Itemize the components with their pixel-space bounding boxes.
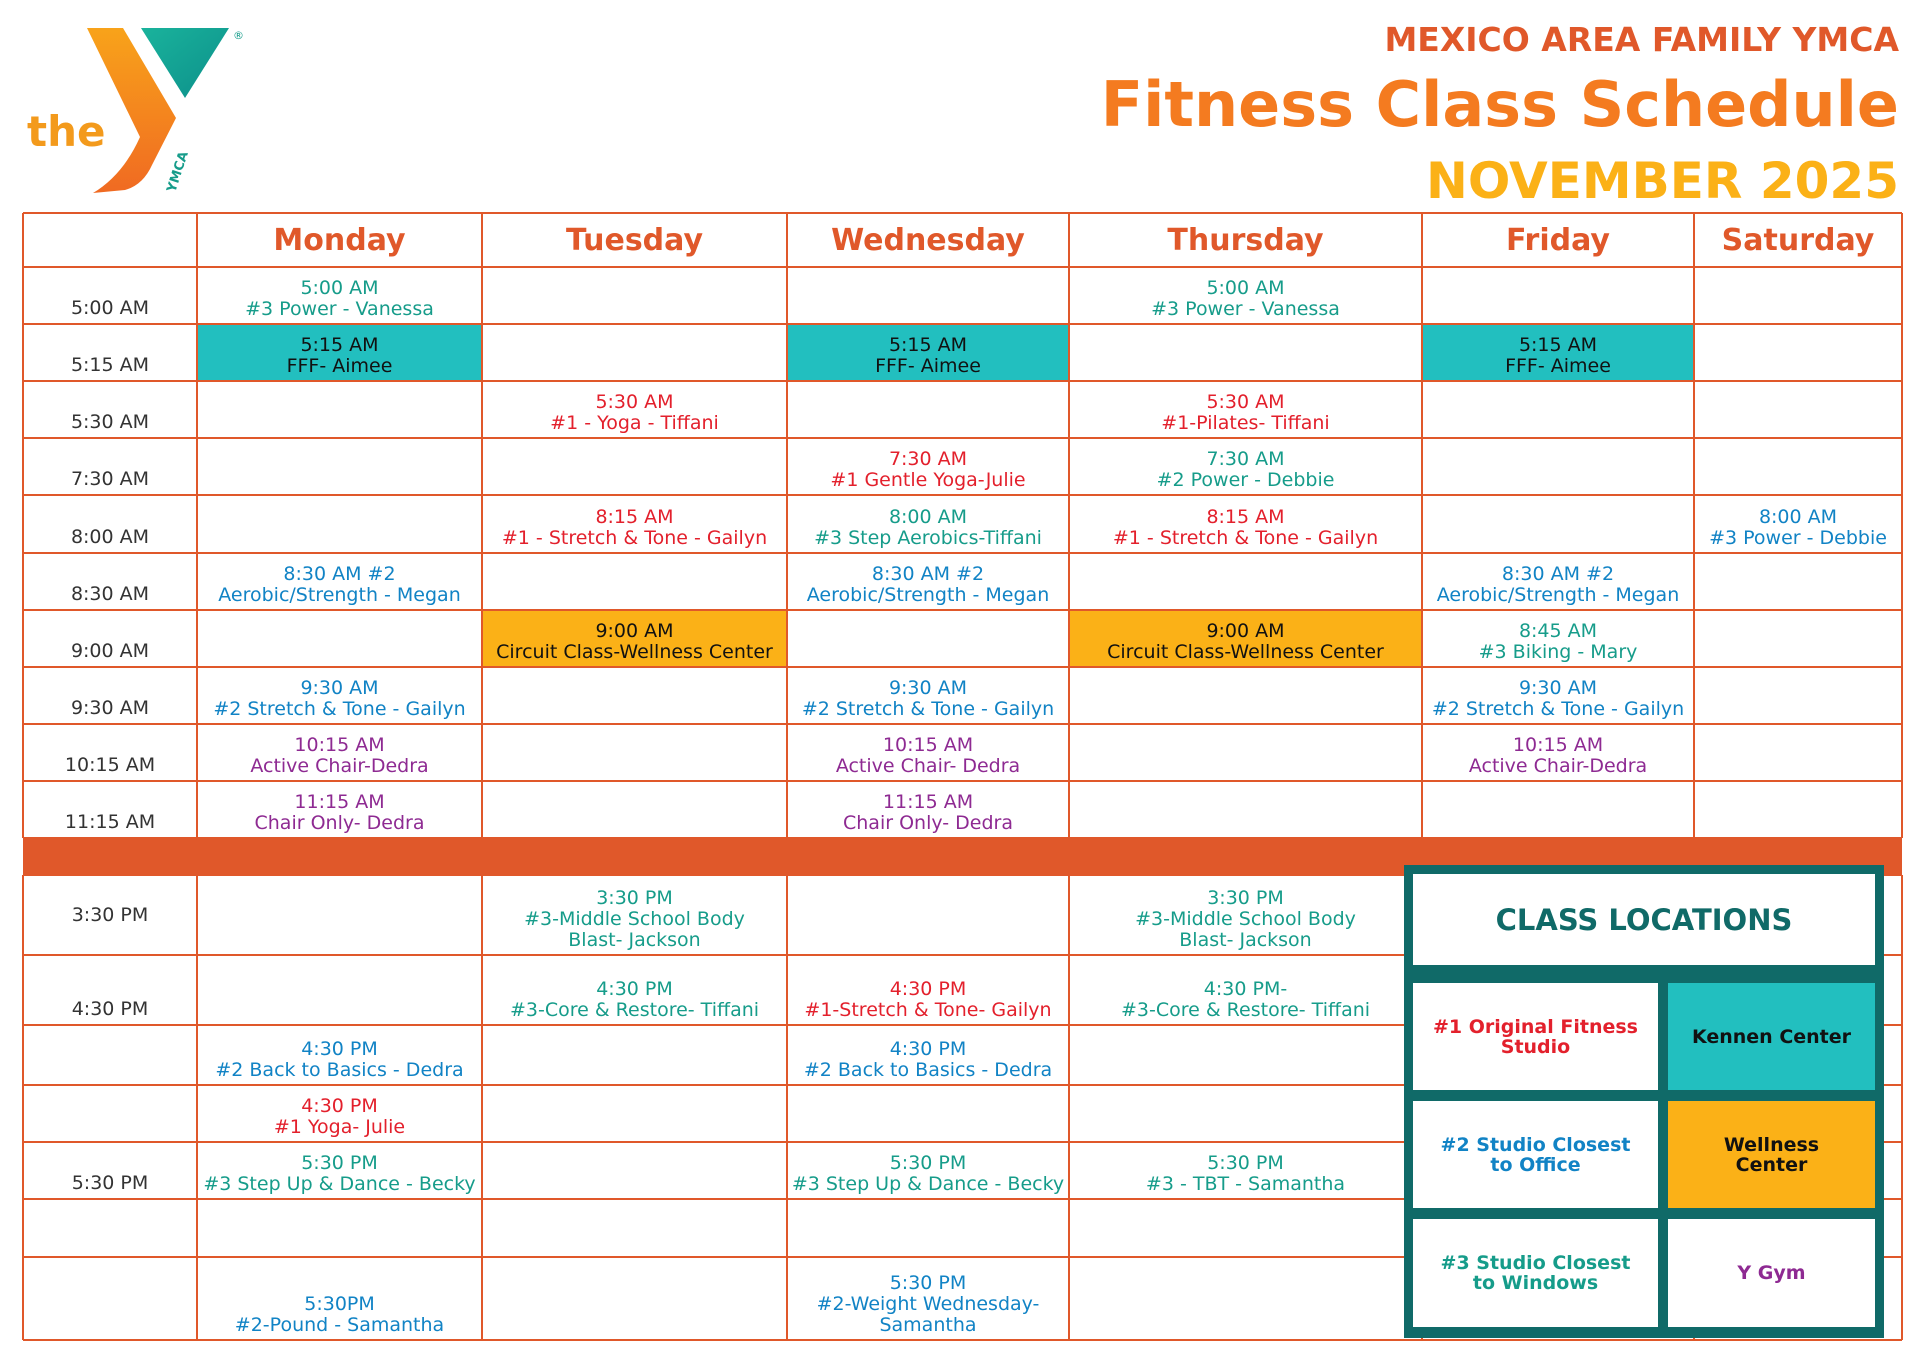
class-entry bbox=[1694, 495, 1902, 553]
class-entry bbox=[197, 553, 482, 610]
class-entry-line: 4:30 PM bbox=[889, 1038, 967, 1060]
class-entry-line: 8:15 AM bbox=[1206, 506, 1285, 528]
class-entry-line: 5:00 AM bbox=[300, 277, 379, 299]
class-entry bbox=[1422, 610, 1694, 667]
class-entry bbox=[197, 1142, 482, 1199]
class-entry-line: FFF- Aimee bbox=[875, 355, 981, 377]
class-entry-line: 9:30 AM bbox=[1518, 677, 1598, 699]
class-entry-line: 10:15 AM bbox=[294, 734, 385, 756]
class-entry-line: #3 - TBT - Samantha bbox=[1145, 1173, 1346, 1195]
time-label: 5:30 PM bbox=[71, 1172, 149, 1194]
class-entry-line: 9:00 AM bbox=[1206, 620, 1285, 642]
time-label: 7:30 AM bbox=[70, 468, 150, 490]
class-entry-line: #2 Stretch & Tone - Gailyn bbox=[1431, 698, 1685, 720]
class-entry-line: 9:30 AM bbox=[300, 677, 379, 699]
class-entry-line: #3 Biking - Mary bbox=[1478, 641, 1638, 663]
class-entry-line: 4:30 PM bbox=[596, 978, 673, 1000]
class-entry-line: #3 Power - Vanessa bbox=[245, 298, 434, 320]
class-entry-line: #3-Middle School Body bbox=[1135, 908, 1356, 930]
class-entry-line: Blast- Jackson bbox=[568, 929, 701, 951]
location-building-label: Kennen Center bbox=[1668, 983, 1875, 1090]
class-entry-line: #3-Middle School Body bbox=[524, 908, 745, 930]
class-entry-line: #1 Gentle Yoga-Julie bbox=[830, 469, 1026, 491]
class-entry bbox=[787, 1142, 1069, 1199]
class-entry-line: #3-Core & Restore- Tiffani bbox=[1120, 999, 1371, 1021]
class-entry-line: #1-Pilates- Tiffani bbox=[1161, 412, 1330, 434]
class-entry-line: #3-Core & Restore- Tiffani bbox=[509, 999, 760, 1021]
class-entry-line: Active Chair-Dedra bbox=[1468, 755, 1648, 777]
class-entry-line: #2 Stretch & Tone - Gailyn bbox=[801, 698, 1055, 720]
class-entry bbox=[1422, 667, 1694, 724]
class-entry bbox=[197, 1257, 482, 1340]
class-entry-line: #3 Step Up & Dance - Becky bbox=[791, 1173, 1065, 1195]
class-entry-line: Circuit Class-Wellness Center bbox=[1107, 641, 1384, 663]
location-studio-label: #1 Original Fitness Studio bbox=[1413, 983, 1658, 1090]
class-entry bbox=[1422, 553, 1694, 610]
class-entry-line: Samantha bbox=[879, 1314, 977, 1336]
time-label: 9:30 AM bbox=[70, 697, 150, 719]
class-entry-line: #1 - Stretch & Tone - Gailyn bbox=[501, 527, 768, 549]
time-label: 8:00 AM bbox=[70, 526, 150, 548]
class-entry-line: 11:15 AM bbox=[882, 791, 974, 813]
time-label: 9:00 AM bbox=[70, 640, 150, 662]
class-entry-line: 8:30 AM #2 bbox=[283, 563, 396, 585]
class-entry bbox=[787, 553, 1069, 610]
class-entry bbox=[787, 667, 1069, 724]
class-entry bbox=[197, 1025, 482, 1085]
class-entry-line: 3:30 PM bbox=[1207, 887, 1284, 909]
day-header-thursday: Thursday bbox=[1167, 222, 1324, 258]
class-entry-line: Blast- Jackson bbox=[1179, 929, 1312, 951]
class-entry bbox=[482, 875, 787, 955]
class-entry bbox=[787, 724, 1069, 781]
class-entry bbox=[787, 781, 1069, 838]
time-label: 3:30 PM bbox=[71, 904, 149, 926]
class-entry-line: Aerobic/Strength - Megan bbox=[806, 584, 1050, 606]
class-locations-title: CLASS LOCATIONS bbox=[1413, 874, 1875, 965]
class-entry bbox=[197, 1085, 482, 1142]
location-studio-label: #3 Studio Closest to Windows bbox=[1413, 1219, 1658, 1327]
class-entry-line: FFF- Aimee bbox=[286, 355, 393, 377]
class-entry-line: 5:30 PM bbox=[301, 1152, 378, 1174]
class-entry-line: 5:30 PM bbox=[889, 1152, 967, 1174]
organization-name: MEXICO AREA FAMILY YMCA bbox=[1384, 20, 1899, 59]
class-entry bbox=[1069, 438, 1422, 495]
class-entry bbox=[482, 495, 787, 553]
time-label bbox=[23, 1199, 197, 1257]
class-entry bbox=[1069, 381, 1422, 438]
class-entry-line: #3 Power - Debbie bbox=[1709, 527, 1887, 549]
class-entry-line: FFF- Aimee bbox=[1505, 355, 1611, 377]
class-entry-line: #2-Weight Wednesday- bbox=[816, 1293, 1040, 1315]
location-building-label: Y Gym bbox=[1668, 1219, 1875, 1327]
time-label: 5:15 AM bbox=[70, 354, 150, 376]
class-entry-line: 8:00 AM bbox=[888, 506, 968, 528]
class-entry bbox=[197, 781, 482, 838]
class-entry bbox=[197, 724, 482, 781]
class-entry-line: Aerobic/Strength - Megan bbox=[218, 584, 461, 606]
time-label bbox=[23, 1085, 197, 1142]
class-entry-line: 7:30 AM bbox=[1206, 448, 1285, 470]
class-entry bbox=[1422, 724, 1694, 781]
class-entry bbox=[787, 1025, 1069, 1085]
class-entry-line: #3 Power - Vanessa bbox=[1151, 298, 1340, 320]
time-label: 4:30 PM bbox=[71, 998, 149, 1020]
class-entry bbox=[1069, 495, 1422, 553]
class-entry-line: 8:15 AM bbox=[595, 506, 674, 528]
class-entry-line: 4:30 PM bbox=[889, 978, 967, 1000]
class-entry-line: 8:00 AM bbox=[1758, 506, 1838, 528]
class-entry bbox=[787, 1257, 1069, 1340]
day-header-wednesday: Wednesday bbox=[831, 222, 1025, 258]
class-entry-line: 9:30 AM bbox=[888, 677, 968, 699]
class-entry bbox=[787, 324, 1069, 381]
class-entry-line: #2 Power - Debbie bbox=[1156, 469, 1335, 491]
class-entry-line: 5:15 AM bbox=[1518, 334, 1598, 356]
day-header-friday: Friday bbox=[1505, 222, 1610, 258]
day-header-saturday: Saturday bbox=[1721, 222, 1875, 258]
time-label: 5:00 AM bbox=[70, 297, 150, 319]
day-header-monday: Monday bbox=[273, 222, 406, 258]
class-entry bbox=[1069, 610, 1422, 667]
class-entry-line: 8:30 AM #2 bbox=[871, 563, 985, 585]
class-entry-line: #1 - Yoga - Tiffani bbox=[550, 412, 719, 434]
class-entry bbox=[1069, 875, 1422, 955]
class-entry-line: 4:30 PM bbox=[301, 1095, 378, 1117]
logo-ymca-text: YMCA bbox=[164, 149, 192, 195]
page-title: Fitness Class Schedule bbox=[1100, 68, 1899, 141]
class-entry-line: #2 Back to Basics - Dedra bbox=[215, 1059, 464, 1081]
class-entry-line: Chair Only- Dedra bbox=[843, 812, 1013, 834]
class-entry-line: Active Chair- Dedra bbox=[835, 755, 1021, 777]
class-entry bbox=[482, 381, 787, 438]
class-entry bbox=[1069, 1142, 1422, 1199]
class-entry-line: 5:30 PM bbox=[1207, 1152, 1284, 1174]
class-entry-line: 5:15 AM bbox=[888, 334, 968, 356]
class-entry-line: Aerobic/Strength - Megan bbox=[1436, 584, 1680, 606]
class-entry bbox=[787, 955, 1069, 1025]
time-label: 8:30 AM bbox=[70, 583, 150, 605]
logo-registered-mark: ® bbox=[233, 29, 244, 42]
class-entry bbox=[197, 324, 482, 381]
class-entry-line: #1 Yoga- Julie bbox=[273, 1116, 406, 1138]
class-entry bbox=[1069, 267, 1422, 324]
class-entry bbox=[1069, 955, 1422, 1025]
class-entry-line: 9:00 AM bbox=[595, 620, 674, 642]
class-entry-line: 5:00 AM bbox=[1206, 277, 1285, 299]
class-entry-line: 10:15 AM bbox=[882, 734, 974, 756]
time-label: 10:15 AM bbox=[64, 754, 156, 776]
class-entry bbox=[482, 610, 787, 667]
class-entry-line: 3:30 PM bbox=[596, 887, 673, 909]
class-entry bbox=[197, 267, 482, 324]
class-entry bbox=[482, 955, 787, 1025]
class-entry-line: 5:30 PM bbox=[889, 1272, 967, 1294]
class-entry-line: 11:15 AM bbox=[294, 791, 385, 813]
class-entry bbox=[787, 438, 1069, 495]
class-entry-line: #2 Stretch & Tone - Gailyn bbox=[213, 698, 466, 720]
location-studio-label: #2 Studio Closest to Office bbox=[1413, 1101, 1658, 1208]
class-entry-line: #3 Step Aerobics-Tiffani bbox=[814, 527, 1042, 549]
class-locations-panel bbox=[1404, 865, 1884, 1338]
class-entry-line: #2 Back to Basics - Dedra bbox=[803, 1059, 1053, 1081]
time-label bbox=[23, 1025, 197, 1085]
class-entry-line: 5:30PM bbox=[304, 1293, 375, 1315]
class-entry bbox=[787, 495, 1069, 553]
day-header-tuesday: Tuesday bbox=[565, 222, 704, 258]
class-entry-line: 7:30 AM bbox=[888, 448, 968, 470]
class-entry-line: Chair Only- Dedra bbox=[254, 812, 425, 834]
ymca-logo bbox=[25, 25, 255, 200]
class-entry-line: #1-Stretch & Tone- Gailyn bbox=[804, 999, 1052, 1021]
class-entry bbox=[197, 667, 482, 724]
class-entry-line: #3 Step Up & Dance - Becky bbox=[203, 1173, 476, 1195]
location-building-label: Wellness Center bbox=[1668, 1101, 1875, 1208]
class-entry-line: #1 - Stretch & Tone - Gailyn bbox=[1112, 527, 1379, 549]
class-entry-line: 5:30 AM bbox=[595, 391, 674, 413]
class-entry-line: 8:45 AM bbox=[1518, 620, 1598, 642]
class-entry-line: 5:30 AM bbox=[1206, 391, 1285, 413]
class-entry-line: 4:30 PM bbox=[301, 1038, 378, 1060]
class-entry-line: 10:15 AM bbox=[1512, 734, 1604, 756]
class-entry-line: Circuit Class-Wellness Center bbox=[496, 641, 773, 663]
time-label bbox=[23, 1257, 197, 1340]
class-entry-line: 4:30 PM- bbox=[1203, 978, 1288, 1000]
grid-line-vertical bbox=[1901, 875, 1903, 1340]
class-entry-line: 5:15 AM bbox=[300, 334, 379, 356]
class-entry bbox=[1422, 324, 1694, 381]
class-entry-line: 8:30 AM #2 bbox=[1501, 563, 1615, 585]
class-entry-line: Active Chair-Dedra bbox=[250, 755, 429, 777]
time-label: 11:15 AM bbox=[64, 811, 156, 833]
logo-the-text: the bbox=[27, 107, 106, 156]
time-label: 5:30 AM bbox=[70, 411, 150, 433]
schedule-month: NOVEMBER 2025 bbox=[1426, 152, 1899, 210]
class-entry-line: #2-Pound - Samantha bbox=[234, 1314, 445, 1336]
